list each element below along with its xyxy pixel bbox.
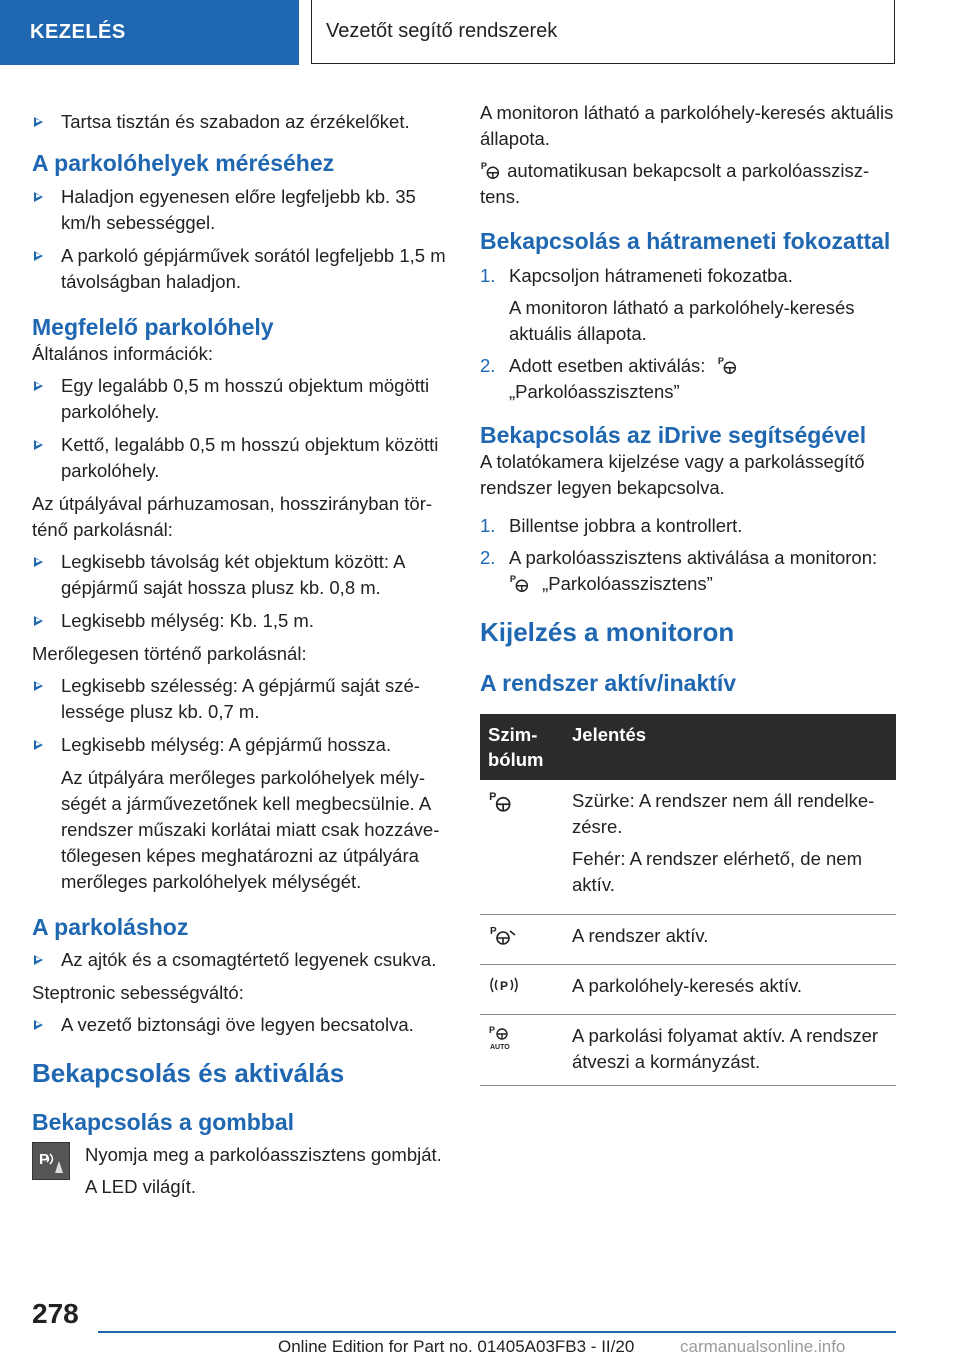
bullet-triangle-icon bbox=[34, 251, 43, 261]
column-header-meaning: Jelentés bbox=[564, 714, 896, 780]
auto-label: AUTO bbox=[490, 1044, 510, 1051]
numbered-step: 1. Billentse jobbra a kontrollert. bbox=[480, 515, 743, 536]
table-row bbox=[480, 915, 896, 965]
perpendicular-note: Az útpályára merőleges parkolóhelyek mélységét a járművezetőnek kell megbecsülnie. A rendszer műszaki korlátai miatt csak hozzávetőlegesen képes meghatározni az útpályára merőleges parkolóhelyek mélységét. bbox=[61, 767, 440, 892]
svg-text:P: P bbox=[490, 926, 497, 937]
list-item: Legkisebb mélység: Kb. 1,5 m. bbox=[32, 608, 450, 634]
general-info-label: Általános információk: bbox=[32, 343, 213, 364]
section-tab: KEZELÉS bbox=[0, 0, 299, 65]
led-status: A LED világít. bbox=[85, 1176, 197, 1197]
table-row bbox=[480, 965, 896, 1015]
list-item: Haladjon egyenesen előre legfeljebb kb. 35 km/h sebességgel. bbox=[32, 184, 450, 236]
bullet-triangle-icon bbox=[34, 192, 43, 202]
bullet-triangle-icon bbox=[34, 955, 43, 965]
numbered-step: 2. A parkolóasszisztens aktiválása a monitoron: P „Parkolóasszisztens” bbox=[480, 547, 878, 594]
bullet-triangle-icon bbox=[34, 616, 43, 626]
park-assist-icon bbox=[480, 159, 502, 181]
chapter-title: Vezetőt segítő rendszerek bbox=[311, 0, 895, 64]
heading-parking: A parkoláshoz bbox=[32, 914, 189, 940]
status-text: A monitoron látható a parkolóhely-keresés aktuális állapota. bbox=[480, 102, 894, 149]
park-assist-button-icon bbox=[32, 1142, 70, 1180]
numbered-step: 2. Adott esetben aktiválás: P „Parkolóasszisztens” bbox=[480, 353, 896, 405]
list-item: Legkisebb távolság két objektum között: A gépjármű saját hossza plusz kb. 0,8 m. bbox=[32, 549, 450, 601]
heading-measure: A parkolóhelyek méréséhez bbox=[32, 150, 335, 176]
table-header-row bbox=[480, 714, 896, 780]
symbol-table bbox=[480, 714, 896, 1086]
park-assist-icon bbox=[509, 572, 531, 594]
bullet-triangle-icon bbox=[34, 557, 43, 567]
footer-divider bbox=[98, 1331, 896, 1333]
idrive-intro: A tolatókamera kijelzése vagy a parkolássegítő rendszer legyen bekapcsolva. bbox=[480, 451, 865, 498]
heading-reverse: Bekapcsolás a hátrameneti fokozattal bbox=[480, 228, 891, 254]
heading-status: A rendszer aktív/inaktív bbox=[480, 670, 737, 696]
svg-text:P: P bbox=[480, 161, 488, 172]
list-item: A vezető biztonsági öve legyen becsatolva. bbox=[32, 1012, 450, 1038]
table-row bbox=[480, 780, 896, 915]
meaning-unavailable: Szürke: A rendszer nem áll rendelkezésre. bbox=[572, 790, 875, 837]
bullet-triangle-icon bbox=[34, 117, 43, 127]
svg-text:P: P bbox=[500, 979, 509, 993]
list-item: Egy legalább 0,5 m hosszú objektum mögötti parkolóhely. bbox=[32, 373, 450, 425]
list-item: Legkisebb szélesség: A gépjármű saját szélessége plusz kb. 0,7 m. bbox=[32, 673, 450, 725]
list-item: A parkoló gépjárművek sorától legfeljebb 1,5 m távolságban haladjon. bbox=[32, 243, 450, 295]
park-assist-auto-icon bbox=[488, 1023, 516, 1051]
svg-text:P: P bbox=[39, 1151, 50, 1168]
bullet-triangle-icon bbox=[34, 381, 43, 391]
edition-text: Online Edition for Part no. 01405A03FB3 - II/20 bbox=[278, 1337, 635, 1356]
steptronic-label: Steptronic sebességváltó: bbox=[32, 982, 244, 1003]
list-item: Kettő, legalább 0,5 m hosszú objektum közötti parkolóhely. bbox=[32, 432, 450, 484]
list-item: Legkisebb mélység: A gépjármű hossza. bbox=[32, 732, 450, 758]
right-column bbox=[480, 96, 896, 1086]
heading-button: Bekapcsolás a gombbal bbox=[32, 1109, 295, 1135]
heading-suitable: Megfelelő parkolóhely bbox=[32, 314, 274, 340]
table-row bbox=[480, 1015, 896, 1086]
bullet-triangle-icon bbox=[34, 681, 43, 691]
step-note: A monitoron látható a parkolóhely-keresés aktuális állapota. bbox=[509, 297, 855, 344]
svg-text:P: P bbox=[509, 574, 517, 585]
heading-activation: Bekapcsolás és aktiválás bbox=[32, 1058, 345, 1088]
svg-text:P: P bbox=[489, 790, 497, 803]
list-item: Az ajtók és a csomagtértető legyenek csukva. bbox=[32, 947, 450, 973]
perpendicular-label: Merőlegesen történő parkolásnál: bbox=[32, 643, 307, 664]
heading-idrive: Bekapcsolás az iDrive segítségével bbox=[480, 422, 867, 448]
meaning-active: A rendszer aktív. bbox=[564, 915, 896, 965]
button-step: Nyomja meg a parkolóasszisztens gombját. bbox=[85, 1144, 442, 1165]
page-number: 278 bbox=[32, 1298, 79, 1329]
meaning-search-active: A parkolóhely-keresés aktív. bbox=[564, 965, 896, 1015]
svg-text:P: P bbox=[717, 356, 724, 367]
list-item: Tartsa tisztán és szabadon az érzékelőket. bbox=[32, 109, 450, 135]
bullet-triangle-icon bbox=[34, 1020, 43, 1030]
heading-display: Kijelzés a monitoron bbox=[480, 617, 735, 647]
park-assist-icon bbox=[717, 354, 739, 376]
bullet-triangle-icon bbox=[34, 440, 43, 450]
park-assist-active-icon bbox=[488, 923, 518, 947]
park-assist-icon bbox=[488, 788, 514, 814]
bullet-triangle-icon bbox=[34, 740, 43, 750]
column-header-symbol: Szimbólum bbox=[480, 714, 564, 780]
left-column bbox=[32, 96, 450, 1200]
button-instruction bbox=[32, 1142, 450, 1200]
svg-text:P: P bbox=[489, 1025, 496, 1035]
auto-activated-text: P automatikusan bekapcsolt a parkolóasszisztens. bbox=[480, 160, 870, 207]
meaning-parking-active: A parkolási folyamat aktív. A rendszer átveszi a kormányzást. bbox=[564, 1015, 896, 1086]
numbered-step: 1. Kapcsoljon hátrameneti fokozatba. bbox=[480, 265, 793, 286]
meaning-available: Fehér: A rendszer elérhető, de nem aktív. bbox=[572, 848, 863, 895]
watermark: carmanualsonline.info bbox=[680, 1337, 846, 1356]
parking-search-icon bbox=[488, 973, 520, 997]
parallel-label: Az útpályával párhuzamosan, hosszirányban történő parkolásnál: bbox=[32, 493, 433, 540]
